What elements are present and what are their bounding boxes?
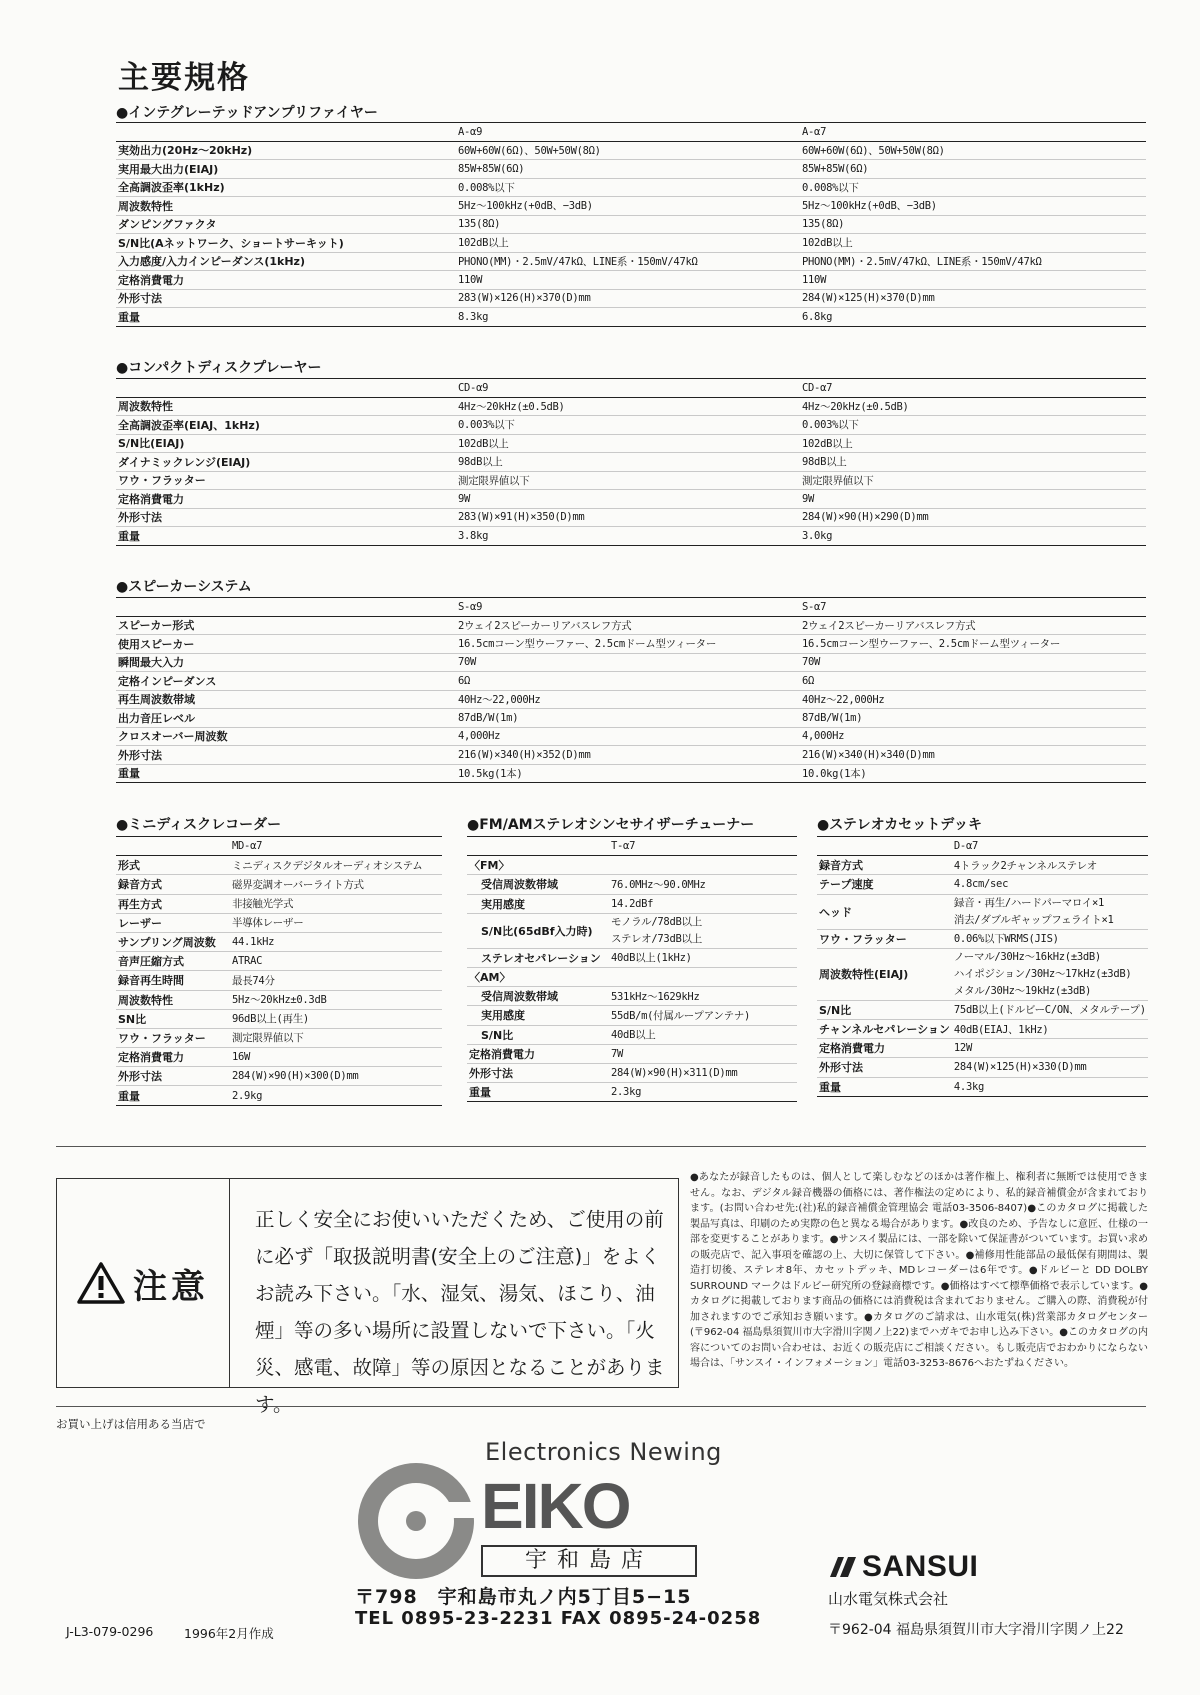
- spec-label: レーザー: [116, 913, 230, 932]
- spec-value-2: 216(W)×340(H)×340(D)mm: [800, 746, 1146, 765]
- spec-value: 284(W)×90(H)×300(D)mm: [230, 1067, 442, 1086]
- spec-label: サンプリング周波数: [116, 932, 230, 951]
- spec-value: 0.06%以下WRMS(JIS): [952, 929, 1148, 948]
- spec-value-1: 283(W)×91(H)×350(D)mm: [456, 508, 800, 527]
- store-logo-text: EIKO: [481, 1470, 630, 1542]
- spec-value: 76.0MHz〜90.0MHz: [609, 875, 797, 894]
- store-phone: TEL 0895-23-2231 FAX 0895-24-0258: [355, 1608, 762, 1629]
- spec-value-2: 87dB/W(1m): [800, 709, 1146, 728]
- spec-row: [116, 271, 1146, 290]
- spec-value: 4トラック2チャンネルステレオ: [952, 856, 1148, 875]
- catalog-date: 1996年2月作成: [184, 1626, 274, 1641]
- spec-label: 周波数特性: [116, 397, 456, 416]
- spec-row: [116, 764, 1146, 783]
- spec-row: [817, 875, 1148, 894]
- spec-row: [116, 453, 1146, 472]
- spec-value-2: 102dB以上: [800, 434, 1146, 453]
- spec-label: 録音再生時間: [116, 971, 230, 990]
- spec-label: 外形寸法: [817, 1058, 952, 1077]
- spec-row: [116, 1048, 442, 1067]
- tuner-model: T-α7: [609, 837, 797, 856]
- md-section-title: ●ミニディスクレコーダー: [116, 817, 282, 833]
- store-branch: 宇和島店: [481, 1545, 697, 1577]
- spec-value: 半導体レーザー: [230, 913, 442, 932]
- cd-model-2: CD-α7: [800, 379, 1146, 398]
- spec-row: [817, 1019, 1148, 1038]
- spec-label: 形式: [116, 856, 230, 875]
- spec-row: [116, 397, 1146, 416]
- maker-address: 〒962-04 福島県須賀川市大字滑川字関ノ上22: [828, 1622, 1124, 1638]
- spec-value-2: 9W: [800, 490, 1146, 509]
- spec-row: [817, 929, 1148, 948]
- spec-value-1: 135(8Ω): [456, 215, 800, 234]
- spec-value-2: 6.8kg: [800, 308, 1146, 327]
- spec-value-2: 102dB以上: [800, 234, 1146, 253]
- spec-label: 瞬間最大入力: [116, 653, 456, 672]
- spec-row: [116, 197, 1146, 216]
- spec-value-1: 4Hz〜20kHz(±0.5dB): [456, 397, 800, 416]
- spec-value-1: 85W+85W(6Ω): [456, 160, 800, 179]
- spec-row: [116, 856, 442, 875]
- spec-value-2: 60W+60W(6Ω)、50W+50W(8Ω): [800, 141, 1146, 160]
- spec-label: 受信周波数帯域: [467, 987, 609, 1006]
- spec-label: S/N比(65dBf入力時): [467, 913, 609, 948]
- spec-row: [467, 948, 797, 967]
- amp-model-1: A-α9: [456, 123, 800, 142]
- spec-value-2: 284(W)×90(H)×290(D)mm: [800, 508, 1146, 527]
- spec-value: 2.9kg: [230, 1086, 442, 1105]
- spec-label: S/N比(EIAJ): [116, 434, 456, 453]
- spec-label: S/N比: [817, 1000, 952, 1019]
- spec-label: 再生周波数帯域: [116, 690, 456, 709]
- maker-company: 山水電気株式会社: [828, 1590, 949, 1608]
- spec-label: 定格消費電力: [817, 1039, 952, 1058]
- spec-label: ダンピングファクタ: [116, 215, 456, 234]
- spec-value-line: 録音・再生/ハードパーマロイ×1: [953, 896, 1105, 909]
- spec-label: 全高調波歪率(EIAJ、1kHz): [116, 416, 456, 435]
- spec-label: 重量: [116, 764, 456, 783]
- spec-row: [116, 932, 442, 951]
- spec-row: [116, 508, 1146, 527]
- md-spec-table: [116, 836, 442, 1106]
- spec-value-1: 3.8kg: [456, 527, 800, 546]
- spec-label: 実用感度: [467, 894, 609, 913]
- spec-label: 外形寸法: [116, 746, 456, 765]
- cassette-spec-table: [817, 836, 1148, 1097]
- spec-label: 定格消費電力: [467, 1044, 609, 1063]
- spec-value: 44.1kHz: [230, 932, 442, 951]
- band-header-row: [467, 967, 797, 986]
- spec-row: [116, 1009, 442, 1028]
- spec-value-2: 4,000Hz: [800, 727, 1146, 746]
- spec-value: 測定限界値以下: [230, 1028, 442, 1047]
- spec-row: [116, 289, 1146, 308]
- spec-row: [467, 1044, 797, 1063]
- tuner-section-title: ●FM/AMステレオシンセサイザーチューナー: [467, 817, 755, 833]
- store-intro: お買い上げは信用ある当店で: [56, 1417, 206, 1431]
- spec-row: [116, 746, 1146, 765]
- spec-label: 使用スピーカー: [116, 635, 456, 654]
- spec-label: 定格消費電力: [116, 271, 456, 290]
- spec-row: [116, 952, 442, 971]
- maker-block: [828, 1550, 1124, 1639]
- spec-row: [116, 727, 1146, 746]
- spec-value-2: 10.0kg(1本): [800, 764, 1146, 783]
- spec-value-1: 70W: [456, 653, 800, 672]
- spec-value: 40dB以上: [609, 1025, 797, 1044]
- spec-value-2: 5Hz〜100kHz(+0dB、−3dB): [800, 197, 1146, 216]
- spec-value-1: 0.008%以下: [456, 178, 800, 197]
- spec-row: [116, 894, 442, 913]
- spec-label: 定格消費電力: [116, 1048, 230, 1067]
- spec-value-1: 16.5cmコーン型ウーファー、2.5cmドーム型ツィーター: [456, 635, 800, 654]
- spec-value-1: 283(W)×126(H)×370(D)mm: [456, 289, 800, 308]
- spec-row: [116, 141, 1146, 160]
- spec-value-1: 測定限界値以下: [456, 471, 800, 490]
- spec-value-1: 60W+60W(6Ω)、50W+50W(8Ω): [456, 141, 800, 160]
- spec-row: [116, 160, 1146, 179]
- spec-label: チャンネルセパレーション: [817, 1019, 952, 1038]
- spec-value-2: 6Ω: [800, 672, 1146, 691]
- spec-row: [467, 987, 797, 1006]
- store-logo-emblem: [355, 1460, 477, 1582]
- spec-value: 40dB(EIAJ、1kHz): [952, 1019, 1148, 1038]
- spec-value: 最長74分: [230, 971, 442, 990]
- spec-row: [116, 875, 442, 894]
- speaker-model-2: S-α7: [800, 598, 1146, 617]
- spec-row: [817, 1077, 1148, 1096]
- spec-value-2: 284(W)×125(H)×370(D)mm: [800, 289, 1146, 308]
- spec-row: [116, 527, 1146, 546]
- spec-row: [116, 416, 1146, 435]
- section-divider: [56, 1146, 1146, 1147]
- speaker-spec-table: [116, 597, 1146, 783]
- spec-row: [116, 234, 1146, 253]
- spec-value-1: 9W: [456, 490, 800, 509]
- spec-label: 全高調波歪率(1kHz): [116, 178, 456, 197]
- spec-label: 外形寸法: [467, 1063, 609, 1082]
- spec-row: [467, 913, 797, 948]
- spec-value: 5Hz〜20kHz±0.3dB: [230, 990, 442, 1009]
- cassette-model: D-α7: [952, 837, 1148, 856]
- spec-value-1: 98dB以上: [456, 453, 800, 472]
- spec-value: 284(W)×125(H)×330(D)mm: [952, 1058, 1148, 1077]
- spec-value: [609, 913, 797, 948]
- amp-spec-table: [116, 122, 1146, 327]
- spec-row: [116, 1028, 442, 1047]
- legal-notice: ●あなたが録音したものは、個人として楽しむなどのほかは著作権上、権利者に無断では使用できません。なお、デジタル録音機器の価格には、著作権法の定めにより、私的録音補償金が含まれております。(お問い合わせ先:(社)私的録音補償金管理協会 電話03-3506-8407)●このカタログに掲載した製品写真は、印刷のため実際の色と異なる場合があります。●改良のため、予告なしに意匠、仕様の一部を変更することがあります。●サンスイ製品には、一部を除いて保証書がついています。お買い求めの販売店で、記入事項を確認の上、大切に保管して下さい。●補修用性能部品の最低保有期間は、製造打切後、ステレオ8年、カセットデッキ、MDレコーダーは6年です。●ドルビーと DD DOLBY SURROUND マークはドルビー研究所の登録商標です。●価格はすべて標準価格で表示しています。●カタログに掲載しております商品の価格には消費税は含まれておりません。ご購入の際、消費税が付加されますのでご承知おき願います。●カタログのご請求は、山水電気(株)営業部カタログセンター(〒962-04 福島県須賀川市大字滑川字関ノ上22)までハガキでお申し込み下さい。●このカタログの内容についてのお問い合わせは、お近くの販売店にご相談ください。もし販売店でおわかりにならない場合は、「サンスイ・インフォメーション」電話03-3253-8676へおたずねください。: [690, 1172, 1148, 1369]
- band-label: 〈FM〉: [467, 856, 797, 875]
- spec-row: [116, 252, 1146, 271]
- spec-label: ワウ・フラッター: [116, 1028, 230, 1047]
- spec-row: [817, 1058, 1148, 1077]
- spec-label: 録音方式: [116, 875, 230, 894]
- footer-divider: [56, 1406, 1146, 1407]
- spec-value: 12W: [952, 1039, 1148, 1058]
- spec-value: 磁界変調オーバーライト方式: [230, 875, 442, 894]
- spec-row: [467, 894, 797, 913]
- spec-row: [467, 1063, 797, 1082]
- spec-value: 7W: [609, 1044, 797, 1063]
- spec-value-1: 6Ω: [456, 672, 800, 691]
- spec-value-2: 0.003%以下: [800, 416, 1146, 435]
- spec-label: 録音方式: [817, 856, 952, 875]
- spec-value-line: 消去/ダブルギャップフェライト×1: [953, 913, 1114, 926]
- spec-value-1: 2ウェイ2スピーカーリアバスレフ方式: [456, 616, 800, 635]
- store-tagline: Electronics Newing: [485, 1438, 722, 1466]
- spec-label: 重量: [817, 1077, 952, 1096]
- spec-label: 重量: [116, 308, 456, 327]
- spec-row: [817, 856, 1148, 875]
- spec-row: [467, 1006, 797, 1025]
- spec-label: テープ速度: [817, 875, 952, 894]
- sansui-logo-icon: [828, 1555, 858, 1579]
- spec-value: 75dB以上(ドルビーC/ON、メタルテープ): [952, 1000, 1148, 1019]
- spec-value: 284(W)×90(H)×311(D)mm: [609, 1063, 797, 1082]
- spec-value: [952, 894, 1148, 929]
- spec-label: 周波数特性: [116, 197, 456, 216]
- spec-value-1: 102dB以上: [456, 434, 800, 453]
- spec-value-line: ノーマル/30Hz〜16kHz(±3dB): [953, 950, 1101, 963]
- spec-value-2: 40Hz〜22,000Hz: [800, 690, 1146, 709]
- spec-row: [817, 1039, 1148, 1058]
- speaker-section-title: ●スピーカーシステム: [116, 579, 252, 595]
- spec-label: 外形寸法: [116, 1067, 230, 1086]
- spec-label: 実用最大出力(EIAJ): [116, 160, 456, 179]
- spec-value: 4.8cm/sec: [952, 875, 1148, 894]
- spec-value-2: 110W: [800, 271, 1146, 290]
- spec-value-1: 4,000Hz: [456, 727, 800, 746]
- spec-value-1: 102dB以上: [456, 234, 800, 253]
- spec-row: [467, 1083, 797, 1102]
- warning-triangle-icon: [77, 1262, 125, 1304]
- speaker-model-1: S-α9: [456, 598, 800, 617]
- sansui-brand: SANSUI: [862, 1550, 979, 1583]
- spec-value-1: PHONO(MM)・2.5mV/47kΩ、LINE系・150mV/47kΩ: [456, 252, 800, 271]
- spec-value: [952, 948, 1148, 1000]
- spec-value-2: 16.5cmコーン型ウーファー、2.5cmドーム型ツィーター: [800, 635, 1146, 654]
- spec-value-2: 135(8Ω): [800, 215, 1146, 234]
- spec-value-2: 0.008%以下: [800, 178, 1146, 197]
- spec-label: 定格インピーダンス: [116, 672, 456, 691]
- spec-value: ATRAC: [230, 952, 442, 971]
- catalog-code: J-L3-079-0296: [66, 1624, 154, 1639]
- spec-value-1: 0.003%以下: [456, 416, 800, 435]
- page-title: 主要規格: [118, 60, 250, 96]
- spec-row: [817, 1000, 1148, 1019]
- spec-value-1: 216(W)×340(H)×352(D)mm: [456, 746, 800, 765]
- spec-label: ワウ・フラッター: [817, 929, 952, 948]
- spec-value: 非接触光学式: [230, 894, 442, 913]
- spec-row: [467, 875, 797, 894]
- spec-value-2: 85W+85W(6Ω): [800, 160, 1146, 179]
- band-label: 〈AM〉: [467, 967, 797, 986]
- spec-value: 96dB以上(再生): [230, 1009, 442, 1028]
- spec-value-line: モノラル/78dB以上: [611, 915, 702, 928]
- spec-value-1: 40Hz〜22,000Hz: [456, 690, 800, 709]
- spec-label: 実用感度: [467, 1006, 609, 1025]
- spec-row: [116, 913, 442, 932]
- spec-value-2: 測定限界値以下: [800, 471, 1146, 490]
- spec-value-1: 8.3kg: [456, 308, 800, 327]
- spec-row: [817, 894, 1148, 929]
- caution-box: [56, 1178, 679, 1416]
- spec-value-2: 4Hz〜20kHz(±0.5dB): [800, 397, 1146, 416]
- spec-value-line: ステレオ/73dB以上: [611, 932, 702, 945]
- spec-row: [116, 709, 1146, 728]
- spec-label: SN比: [116, 1009, 230, 1028]
- spec-row: [116, 990, 442, 1009]
- md-model: MD-α7: [230, 837, 442, 856]
- spec-label: 音声圧縮方式: [116, 952, 230, 971]
- caution-word: 注意: [133, 1266, 209, 1307]
- spec-value-line: ハイポジション/30Hz〜17kHz(±3dB): [953, 967, 1132, 980]
- spec-value: 16W: [230, 1048, 442, 1067]
- spec-label: 再生方式: [116, 894, 230, 913]
- spec-row: [116, 215, 1146, 234]
- spec-label: 出力音圧レベル: [116, 709, 456, 728]
- spec-label: 実効出力(20Hz〜20kHz): [116, 141, 456, 160]
- cd-section-title: ●コンパクトディスクプレーヤー: [116, 360, 322, 376]
- spec-row: [116, 471, 1146, 490]
- spec-row: [116, 434, 1146, 453]
- spec-row: [116, 653, 1146, 672]
- spec-label: 入力感度/入力インピーダンス(1kHz): [116, 252, 456, 271]
- spec-label: 受信周波数帯域: [467, 875, 609, 894]
- spec-row: [116, 971, 442, 990]
- spec-label: S/N比(Aネットワーク、ショートサーキット): [116, 234, 456, 253]
- spec-label: 外形寸法: [116, 289, 456, 308]
- spec-value: 2.3kg: [609, 1083, 797, 1102]
- spec-value-2: PHONO(MM)・2.5mV/47kΩ、LINE系・150mV/47kΩ: [800, 252, 1146, 271]
- spec-row: [116, 1067, 442, 1086]
- band-header-row: [467, 856, 797, 875]
- spec-label: 外形寸法: [116, 508, 456, 527]
- spec-value-2: 2ウェイ2スピーカーリアバスレフ方式: [800, 616, 1146, 635]
- spec-value: ミニディスクデジタルオーディオシステム: [230, 856, 442, 875]
- spec-row: [116, 1086, 442, 1105]
- spec-row: [116, 616, 1146, 635]
- spec-value: 14.2dBf: [609, 894, 797, 913]
- spec-label: クロスオーバー周波数: [116, 727, 456, 746]
- spec-row: [116, 635, 1146, 654]
- spec-label: ワウ・フラッター: [116, 471, 456, 490]
- spec-label: 重量: [116, 1086, 230, 1105]
- cd-model-1: CD-α9: [456, 379, 800, 398]
- spec-value: 40dB以上(1kHz): [609, 948, 797, 967]
- spec-row: [116, 690, 1146, 709]
- store-address: 〒798 宇和島市丸ノ内5丁目5−15: [355, 1586, 692, 1608]
- spec-label: 重量: [467, 1083, 609, 1102]
- spec-label: 定格消費電力: [116, 490, 456, 509]
- spec-value-1: 110W: [456, 271, 800, 290]
- spec-value-line: メタル/30Hz〜19kHz(±3dB): [953, 984, 1092, 997]
- tuner-spec-table: [467, 836, 797, 1102]
- spec-label: ダイナミックレンジ(EIAJ): [116, 453, 456, 472]
- spec-label: スピーカー形式: [116, 616, 456, 635]
- spec-value: 55dB/m(付属ループアンテナ): [609, 1006, 797, 1025]
- spec-row: [116, 490, 1146, 509]
- spec-row: [467, 1025, 797, 1044]
- spec-value-2: 98dB以上: [800, 453, 1146, 472]
- spec-label: ヘッド: [817, 894, 952, 929]
- amp-model-2: A-α7: [800, 123, 1146, 142]
- caution-header: [57, 1179, 230, 1387]
- spec-value: 531kHz〜1629kHz: [609, 987, 797, 1006]
- spec-label: ステレオセパレーション: [467, 948, 609, 967]
- spec-label: S/N比: [467, 1025, 609, 1044]
- cd-spec-table: [116, 378, 1146, 546]
- spec-label: 周波数特性: [116, 990, 230, 1009]
- amp-section-title: ●インテグレーテッドアンプリファイヤー: [116, 105, 378, 121]
- cassette-section-title: ●ステレオカセットデッキ: [817, 817, 982, 833]
- spec-value-1: 10.5kg(1本): [456, 764, 800, 783]
- spec-value-2: 3.0kg: [800, 527, 1146, 546]
- spec-row: [116, 672, 1146, 691]
- spec-label: 周波数特性(EIAJ): [817, 948, 952, 1000]
- spec-value-1: 87dB/W(1m): [456, 709, 800, 728]
- caution-text: 正しく安全にお使いいただくため、ご使用の前に必ず「取扱説明書(安全上のご注意)」をよくお読み下さい。「水、湿気、湯気、ほこり、油煙」等の多い場所に設置しないで下さい。「火災、感電、故障」等の原因となることがあります。: [255, 1208, 665, 1416]
- spec-value: 4.3kg: [952, 1077, 1148, 1096]
- spec-row: [116, 308, 1146, 327]
- spec-value-2: 70W: [800, 653, 1146, 672]
- spec-value-1: 5Hz〜100kHz(+0dB、−3dB): [456, 197, 800, 216]
- spec-label: 重量: [116, 527, 456, 546]
- spec-row: [116, 178, 1146, 197]
- spec-row: [817, 948, 1148, 1000]
